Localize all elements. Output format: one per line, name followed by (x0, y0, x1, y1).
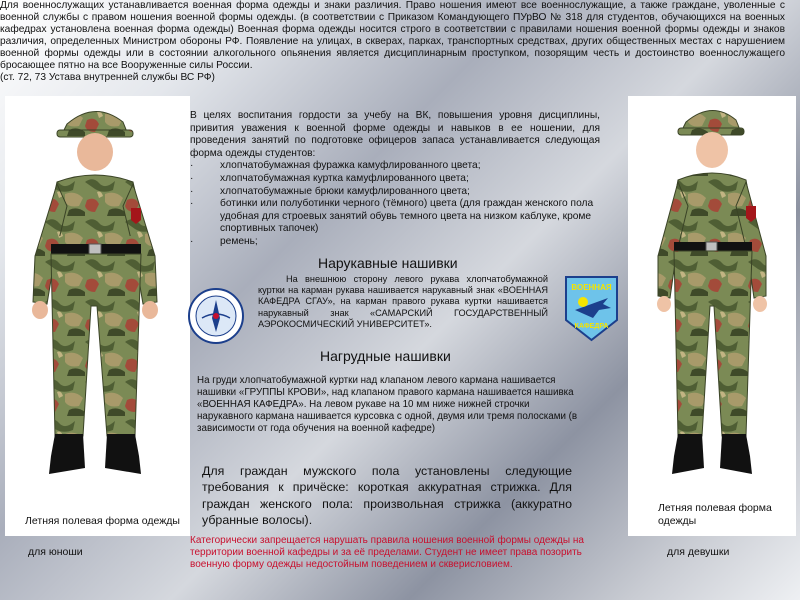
sgau-emblem-icon (188, 288, 244, 344)
list-item: · хлопчатобумажные брюки камуфлированного цвета; (190, 185, 470, 197)
intro-paragraph (0, 0, 785, 84)
patch-top-text: ВОЕННАЯ (571, 283, 612, 292)
male-figure-caption: Летняя полевая форма одежды (25, 515, 180, 527)
intro-text: Для военнослужащих устанавливается военная форма одежды и знаки различия. Право ношения имеют все военнослужащие, а также граждане, уволенные с военной службы с правом ношения военной формы одежды. (в соответствии с Приказом Командующего ПУрВО № 318 для студентов, обучающихся на военных кафедрах установлена военная форма одежды) Военная форма одежды носится строго в соответствии с правилами ношения военной формы одежды и знаков различия, определенных Министром обороны РФ. Появление на улицах, в скверах, парках, транспортных средствах, других общественных местах с нарушением военной формы одежды или в состоянии алкогольного опьянения является дисциплинарным проступком, позорящим честь и достоинство военнослужащего бросающее пятно на все Вооруженные силы России. (0, 0, 785, 71)
label-for-girls: для девушки (667, 546, 730, 558)
list-item: · хлопчатобумажная куртка камуфлированного цвета; (190, 172, 469, 184)
list-item: · хлопчатобумажная фуражка камуфлированного цвета; (190, 160, 481, 172)
uniform-requirements (190, 110, 600, 249)
soldier-female-illustration (628, 96, 796, 496)
haircut-requirements: Для граждан мужского пола установлены следующие требования к причёске: короткая аккуратная стрижка. Для граждан женского пола: произвольная стрижка (аккуратно убранные волосы). (202, 464, 572, 528)
intro-reference: (ст. 72, 73 Устава внутренней службы ВС РФ) (0, 72, 215, 83)
warning-text: Категорически запрещается нарушать правила ношения военной формы одежды на территории военной кафедры и за её пределами. Студент не имеет права позорить военную форму одежды недостойным поведением и скверисловием. (190, 535, 584, 570)
patch-bottom-text: КАФЕДРА (574, 323, 609, 330)
soldier-male-illustration (5, 96, 190, 496)
chest-patches-heading: Нагрудные нашивки (320, 348, 451, 364)
uniform-intro: В целях воспитания гордости за учебу на ВК, повышения уровня дисциплины, привития уважения к военной форме одежды и навыков в ее ношении, для проведения занятий по подготовке офицеров запаса устанавливается следующая форма одежды студентов: (190, 110, 600, 159)
uniform-item-list (190, 160, 600, 248)
military-department-emblem-icon (563, 274, 620, 343)
sleeve-patches-heading: Нарукавные нашивки (318, 255, 458, 271)
chest-patches-text: На груди хлопчатобумажной куртки над клапаном левого кармана нашивается нашивки «ГРУППЫ КРОВИ», над клапаном правого кармана нашивается нашивка «ВОЕННАЯ КАФЕДРА». На левом рукаве на 10 мм ниже нижней строчки нарукавного кармана нашивается курсовка с одной, двумя или тремя полосками (в зависимости от года обучения на военной кафедре) (197, 375, 578, 434)
female-uniform-figure (628, 96, 796, 536)
sleeve-patches-text: На внешнюю сторону левого рукава хлопчатобумажной куртки на карман рукава нашивается нарукавный знак «ВОЕННАЯ КАФЕДРА СГАУ», на карман правого рукава куртки нашивается нарукавный знак «САМАРСКИЙ ГОСУДАРСТВЕННЫЙ АЭРОКОСМИЧЕСКИЙ УНИВЕРСИТЕТ». (258, 274, 548, 329)
label-for-boys: для юноши (28, 546, 83, 558)
male-uniform-figure (5, 96, 190, 536)
list-item: · ремень; (190, 235, 258, 247)
list-item: · ботинки или полуботинки черного (тёмного) цвета (для граждан женского пола удобная для строевых занятий обувь темного цвета на низком каблуке, кроме спортивных тапочек) (190, 198, 594, 235)
female-figure-caption: Летняя полевая форма одежды (658, 502, 772, 527)
